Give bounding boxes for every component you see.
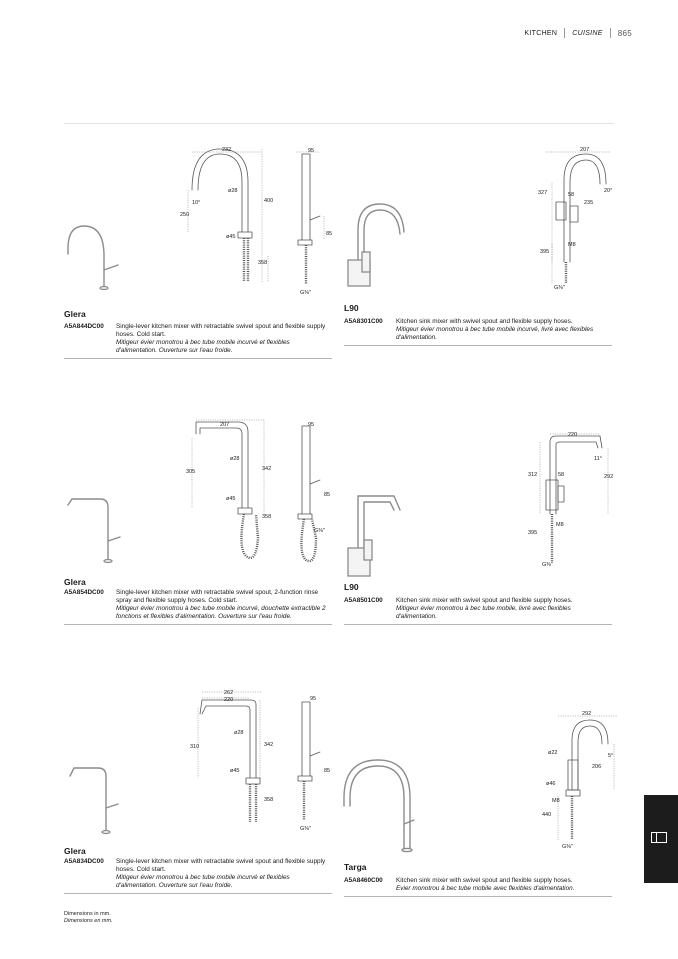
- product-row: [344, 877, 612, 897]
- product-code: A5A8301C00: [344, 318, 383, 325]
- dim-label: G⅜": [554, 285, 565, 291]
- dim-label: 312: [528, 472, 538, 478]
- footnote: [64, 911, 113, 925]
- dim-label: ø45: [226, 234, 236, 240]
- product-code: A5A8501C00: [344, 597, 383, 604]
- product-title: L90: [344, 303, 359, 313]
- dim-label: 207: [580, 147, 590, 153]
- product-description: [396, 318, 612, 342]
- dim-label: 250: [180, 212, 190, 218]
- description-en: Kitchen sink mixer with swivel spout and flexible supply hoses.: [396, 318, 573, 325]
- product-photo-targa: [344, 758, 414, 854]
- product-code: A5A844DC00: [64, 323, 104, 330]
- technical-drawing-l90-1: [526, 146, 638, 294]
- footnote-fr: Dimensions en mm.: [64, 918, 113, 924]
- description-fr: Mitigeur évier monotrou à bec tube mobile incurvé et flexibles d'alimentation. Ouverture sur l'eau froide.: [116, 874, 290, 889]
- dim-label: 395: [540, 249, 550, 255]
- dim-label: 440: [542, 812, 552, 818]
- dim-label: 85: [326, 231, 333, 237]
- dim-label: 220: [224, 697, 234, 703]
- description-fr: Mitigeur évier monotrou à bec tube mobile, livré avec flexibles d'alimentation.: [396, 605, 571, 620]
- dim-label: 10°: [192, 200, 201, 206]
- dim-label: G⅜": [562, 844, 573, 850]
- dim-label: M8: [556, 522, 564, 528]
- dim-label: 95: [308, 422, 315, 428]
- description-en: Kitchen sink mixer with swivel spout and flexible supply hoses.: [396, 877, 573, 884]
- dim-label: 305: [186, 469, 196, 475]
- product-title: Glera: [64, 846, 86, 856]
- product-photo-l90-1: [344, 204, 404, 288]
- dim-label: 358: [258, 260, 268, 266]
- section-tab[interactable]: [644, 795, 678, 883]
- dim-label: 95: [310, 696, 317, 702]
- dim-label: G⅜": [314, 528, 325, 534]
- dim-label: 206: [592, 764, 602, 770]
- dim-label: 95: [308, 148, 315, 154]
- description-fr: Evier monotrou à bec tube mobile avec flexibles d'alimentation.: [396, 885, 575, 892]
- dim-label: 235: [584, 200, 594, 206]
- product-code: A5A854DC00: [64, 589, 104, 596]
- dim-label: G⅜": [300, 290, 311, 296]
- description-en: Single-lever kitchen mixer with retractable swivel spout and flexible supply hoses. Cold start.: [116, 323, 326, 338]
- header-separator: [564, 28, 565, 38]
- product-row: [344, 318, 612, 346]
- book-icon: [651, 832, 667, 843]
- dim-label: 85: [324, 768, 331, 774]
- product-photo-glera-2: [64, 493, 124, 563]
- dim-label: 310: [190, 744, 200, 750]
- product-code: A5A834DC00: [64, 858, 104, 865]
- dim-label: ø45: [230, 768, 240, 774]
- description-fr: Mitigeur évier monotrou à bec tube mobile incurvé et flexibles d'alimentation. Ouverture sur l'eau froide.: [116, 339, 290, 354]
- technical-drawing-l90-2: [526, 428, 638, 576]
- product-title: L90: [344, 582, 359, 592]
- product-title: Targa: [344, 862, 367, 872]
- footnote-en: Dimensions in mm.: [64, 911, 111, 917]
- dim-label: 395: [528, 530, 538, 536]
- section-title-en: KITCHEN: [524, 29, 558, 37]
- product-description: [116, 589, 332, 621]
- product-photo-glera-1: [64, 218, 124, 290]
- description-en: Kitchen sink mixer with swivel spout and flexible supply hoses.: [396, 597, 573, 604]
- dim-label: G⅜": [542, 562, 553, 568]
- product-photo-glera-3: [64, 762, 124, 834]
- dim-label: 342: [262, 466, 272, 472]
- description-fr: Mitigeur évier monotrou à bec tube mobile incurvé, douchette extractible 2 fonctions et flexibles d'alimentation. Ouverture sur l'eau froide.: [116, 605, 326, 620]
- dim-label: 358: [264, 797, 274, 803]
- technical-drawing-glera-2: [182, 418, 338, 568]
- product-description: [116, 323, 332, 355]
- dim-label: ø28: [234, 730, 244, 736]
- dim-label: 292: [582, 711, 592, 717]
- dim-label: 400: [264, 198, 274, 204]
- product-row: [64, 589, 332, 625]
- dim-label: 20°: [604, 188, 613, 194]
- product-row: [64, 858, 332, 894]
- top-divider: [64, 123, 614, 124]
- dim-label: 232: [222, 147, 232, 153]
- dim-label: ø45: [226, 496, 236, 502]
- description-fr: Mitigeur évier monotrou à bec tube mobile incurvé, livré avec flexibles d'alimentation.: [396, 326, 594, 341]
- dim-label: 11°: [594, 456, 602, 462]
- description-en: Single-lever kitchen mixer with retractable swivel spout, 2-function rinse spray and flexible supply hoses. Cold start.: [116, 589, 319, 604]
- dim-label: M8: [568, 242, 576, 248]
- product-title: Glera: [64, 577, 86, 587]
- dim-label: G⅜": [300, 826, 311, 832]
- dim-label: ø46: [546, 781, 556, 787]
- header-separator: [610, 28, 611, 38]
- product-description: [396, 597, 612, 621]
- dim-label: 85: [324, 492, 331, 498]
- dim-label: ø28: [230, 456, 240, 462]
- dim-label: 5°: [608, 753, 614, 759]
- dim-label: 262: [224, 690, 234, 696]
- page-header: [524, 28, 632, 38]
- section-title-fr: CUISINE: [572, 29, 603, 37]
- dim-label: 342: [264, 742, 274, 748]
- dim-label: 327: [538, 190, 548, 196]
- product-code: A5A8460C00: [344, 877, 383, 884]
- product-photo-l90-2: [344, 490, 404, 578]
- dim-label: 220: [568, 432, 578, 438]
- technical-drawing-targa: [538, 710, 638, 852]
- dim-label: M8: [552, 798, 560, 804]
- dim-label: ø28: [228, 188, 238, 194]
- dim-label: 292: [604, 474, 614, 480]
- technical-drawing-glera-3: [190, 688, 340, 838]
- description-en: Single-lever kitchen mixer with retractable swivel spout and flexible supply hoses. Cold start.: [116, 858, 326, 873]
- dim-label: 58: [568, 192, 575, 198]
- dim-label: 58: [558, 472, 565, 478]
- dim-label: 207: [220, 422, 230, 428]
- page-number: 865: [617, 28, 632, 38]
- dim-label: 358: [262, 514, 272, 520]
- product-row: [64, 323, 332, 359]
- product-description: [396, 877, 574, 893]
- technical-drawing-glera-1: [178, 146, 338, 296]
- product-title: Glera: [64, 309, 86, 319]
- dim-label: ø22: [548, 750, 558, 756]
- product-description: [116, 858, 332, 890]
- product-row: [344, 597, 612, 625]
